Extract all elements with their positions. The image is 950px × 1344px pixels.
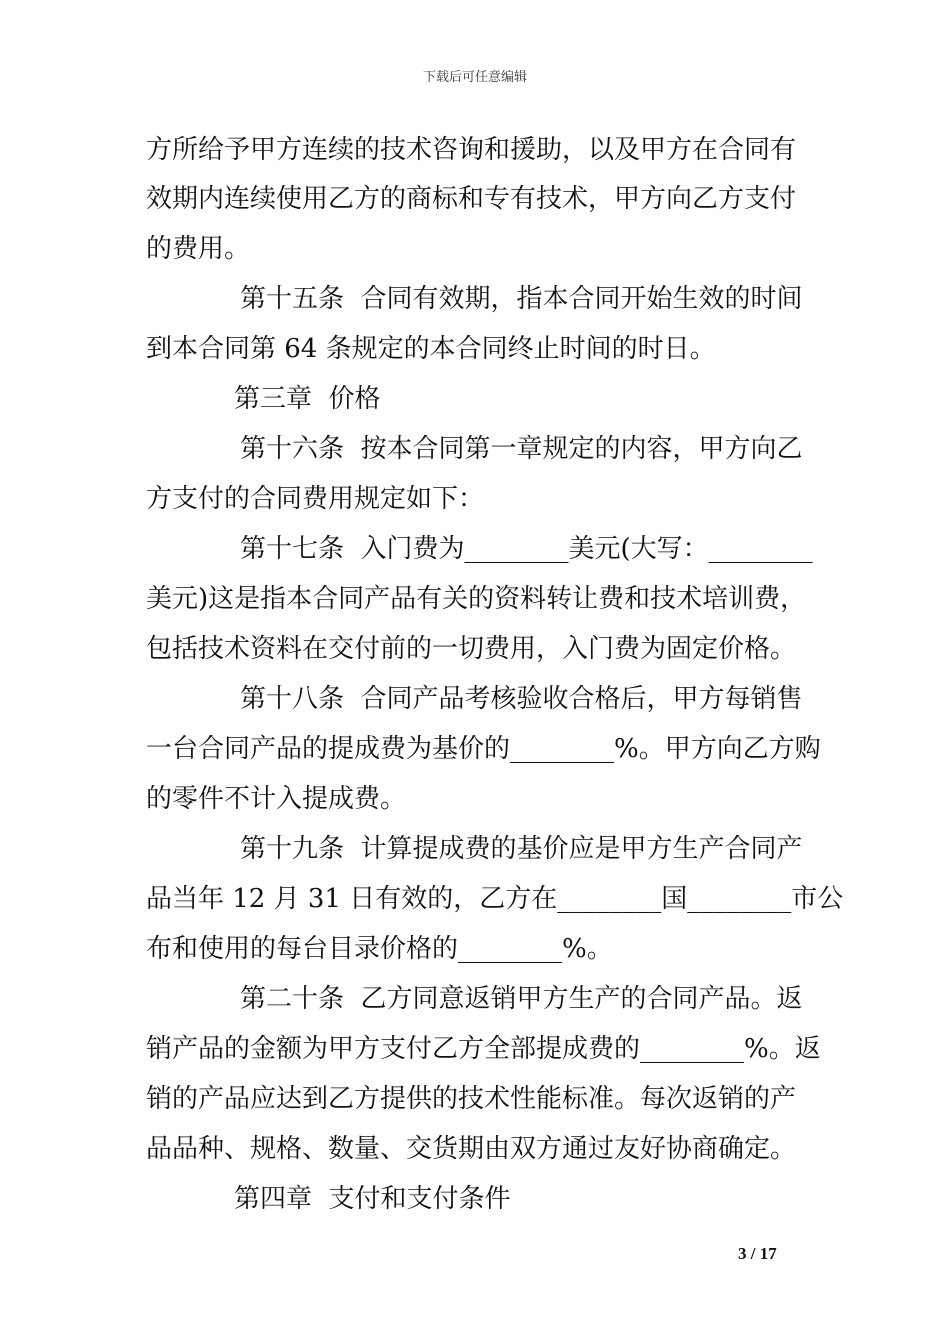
text-line: 包括技术资料在交付前的一切费用，入门费为固定价格。 <box>146 634 797 664</box>
page-number: 3 / 17 <box>738 1244 777 1263</box>
chapter-heading: 第四章 支付和支付条件 <box>234 1184 511 1214</box>
text-line: 销产品的金额为甲方支付乙方全部提成费的________%。返 <box>146 1034 821 1064</box>
text-line: 的零件不计入提成费。 <box>146 784 407 814</box>
text-line: 一台合同产品的提成费为基价的________%。甲方向乙方购 <box>146 734 821 764</box>
text-line: 到本合同第 64 条规定的本合同终止时间的时日。 <box>146 334 716 364</box>
article-heading-line: 第十七条 入门费为________美元(大写：________ <box>240 534 813 564</box>
text-line: 的费用。 <box>146 234 251 264</box>
article-heading-line: 第十九条 计算提成费的基价应是甲方生产合同产 <box>240 834 803 864</box>
text-line: 美元)这是指本合同产品有关的资料转让费和技术培训费， <box>146 584 807 614</box>
text-line: 布和使用的每台目录价格的________%。 <box>146 934 613 964</box>
text-line: 效期内连续使用乙方的商标和专有技术，甲方向乙方支付 <box>146 184 797 214</box>
text-line: 品当年 12 月 31 日有效的，乙方在________国________市公 <box>146 884 844 914</box>
text-line: 方支付的合同费用规定如下： <box>146 484 485 514</box>
chapter-heading: 第三章 价格 <box>234 384 381 414</box>
page-header: 下载后可任意编辑 <box>422 70 527 85</box>
article-heading-line: 第十五条 合同有效期，指本合同开始生效的时间 <box>240 284 803 314</box>
text-line: 品品种、规格、数量、交货期由双方通过友好协商确定。 <box>146 1134 797 1164</box>
text-line: 销的产品应达到乙方提供的技术性能标准。每次返销的产 <box>146 1084 797 1114</box>
article-heading-line: 第十六条 按本合同第一章规定的内容，甲方向乙 <box>240 434 803 464</box>
text-line: 方所给予甲方连续的技术咨询和援助，以及甲方在合同有 <box>146 135 797 165</box>
article-heading-line: 第十八条 合同产品考核验收合格后，甲方每销售 <box>240 684 803 714</box>
article-heading-line: 第二十条 乙方同意返销甲方生产的合同产品。返 <box>240 984 803 1014</box>
